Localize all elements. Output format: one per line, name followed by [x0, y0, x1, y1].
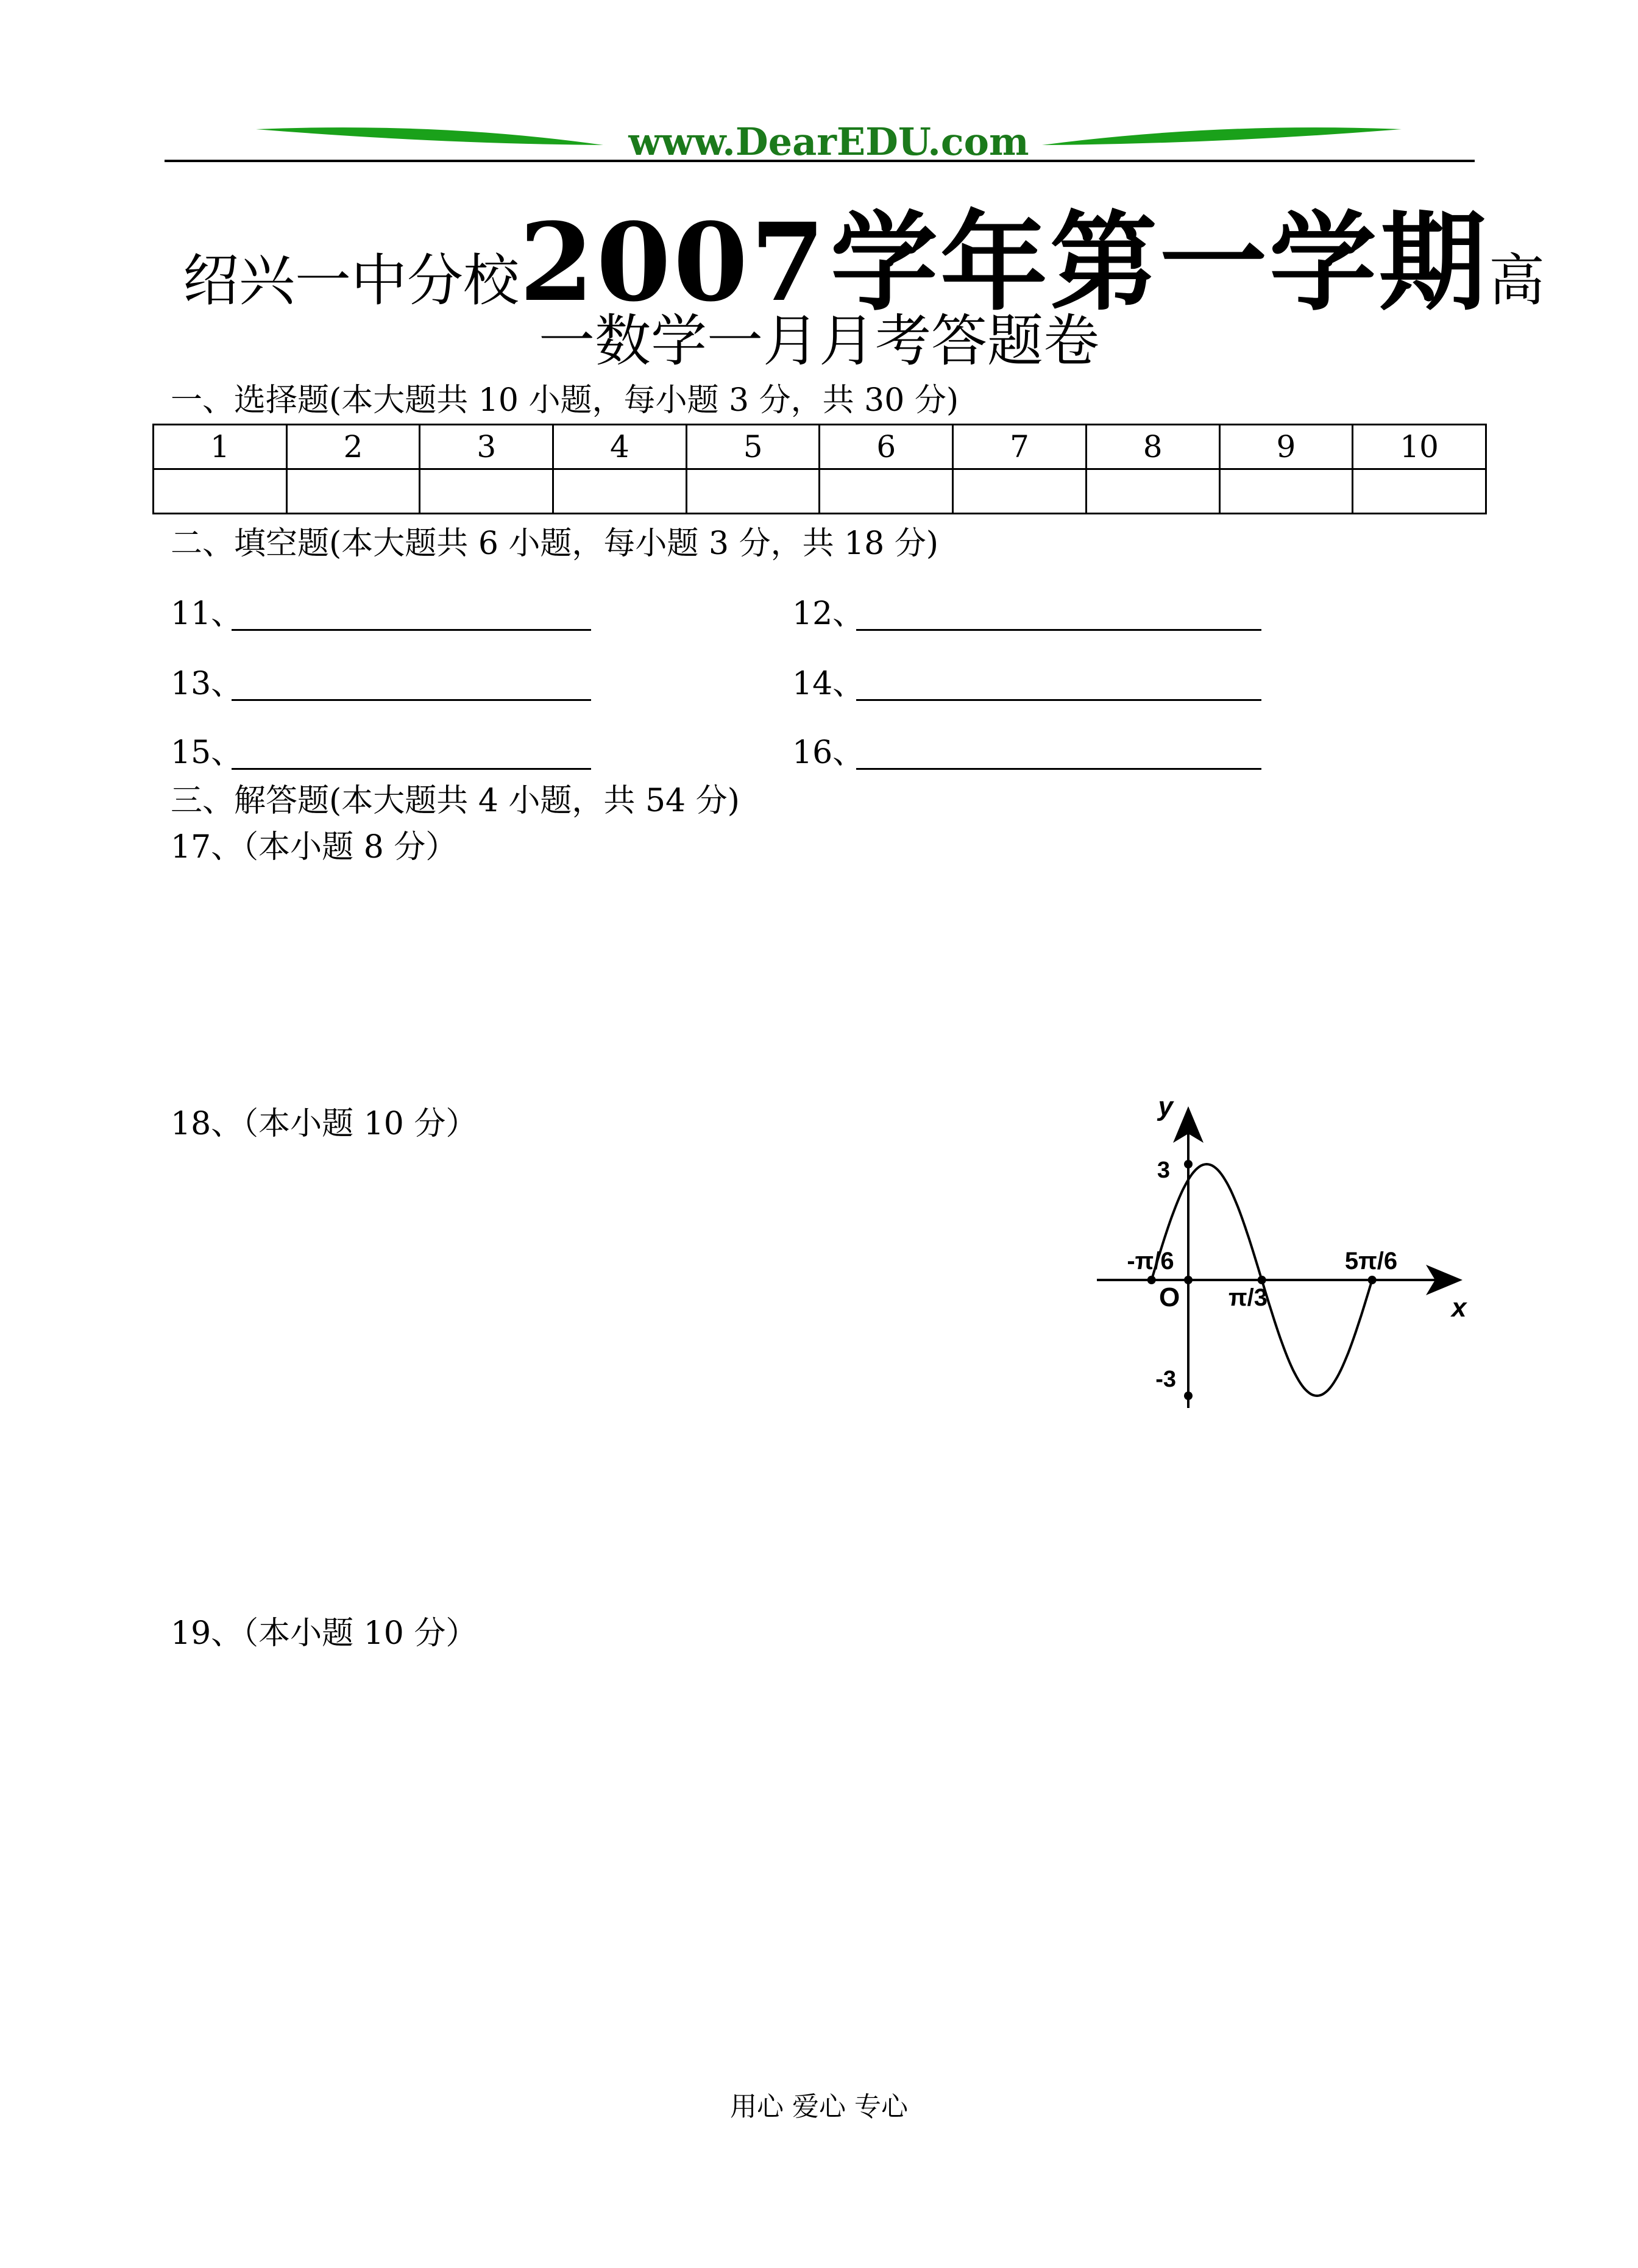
blank-line-16[interactable]	[856, 768, 1261, 770]
point-left-zero	[1147, 1276, 1156, 1284]
answer-table-answer-row	[154, 469, 1486, 514]
section3-heading: 三、解答题(本大题共 4 小题，共 54 分)	[171, 783, 740, 819]
page-subtitle: 一数学一月月考答题卷	[538, 308, 1099, 374]
blank-label-14: 14、	[792, 666, 865, 702]
answer-table	[152, 424, 1487, 514]
y-axis-label: y	[1158, 1092, 1173, 1122]
answer-cell[interactable]	[420, 469, 553, 514]
x-mid-zero-label: π/3	[1228, 1284, 1268, 1311]
table-header-cell: 5	[686, 425, 820, 469]
page-footer: 用心 爱心 专心	[730, 2091, 908, 2122]
point-origin	[1184, 1276, 1193, 1284]
answer-cell[interactable]	[1219, 469, 1353, 514]
table-header-cell: 8	[1086, 425, 1219, 469]
blank-line-14[interactable]	[856, 699, 1261, 701]
svg-text:www.DearEDU.com: www.DearEDU.com	[628, 119, 1029, 164]
blank-label-15: 15、	[171, 734, 243, 771]
question-19-label: 19、（本小题 10 分）	[171, 1615, 478, 1652]
answer-cell[interactable]	[154, 469, 287, 514]
answer-table-header-row	[154, 425, 1486, 469]
section2-heading: 二、填空题(本大题共 6 小题，每小题 3 分，共 18 分)	[171, 525, 939, 562]
table-header-cell: 3	[420, 425, 553, 469]
origin-label: O	[1159, 1282, 1180, 1312]
header-rule	[165, 160, 1475, 162]
answer-cell[interactable]	[286, 469, 420, 514]
x-left-zero-label: -π/6	[1127, 1248, 1174, 1274]
title-suffix: 高	[1488, 248, 1545, 313]
blank-line-15[interactable]	[232, 768, 591, 770]
table-header-cell: 1	[154, 425, 287, 469]
page-title	[183, 177, 1545, 325]
table-header-cell: 4	[553, 425, 687, 469]
blank-label-12: 12、	[792, 595, 865, 632]
table-header-cell: 10	[1353, 425, 1486, 469]
blank-line-13[interactable]	[232, 699, 591, 701]
answer-cell[interactable]	[1086, 469, 1219, 514]
question-17-label: 17、（本小题 8 分）	[171, 829, 458, 866]
answer-cell[interactable]	[953, 469, 1087, 514]
sine-graph-figure	[1079, 1091, 1481, 1432]
title-main: 学年第一学期	[830, 199, 1489, 325]
point-right-zero	[1368, 1276, 1377, 1284]
table-header-cell: 7	[953, 425, 1087, 469]
answer-cell[interactable]	[553, 469, 687, 514]
point-y-min	[1184, 1392, 1193, 1400]
question-18-label: 18、（本小题 10 分）	[171, 1106, 478, 1142]
blank-label-16: 16、	[792, 734, 865, 771]
y-max-label: 3	[1157, 1157, 1170, 1183]
answer-cell[interactable]	[686, 469, 820, 514]
blank-line-12[interactable]	[856, 629, 1261, 631]
table-header-cell: 6	[820, 425, 953, 469]
table-header-cell: 2	[286, 425, 420, 469]
blank-line-11[interactable]	[232, 629, 591, 631]
blank-label-11: 11、	[171, 595, 243, 632]
point-mid-zero	[1258, 1276, 1266, 1284]
blank-label-13: 13、	[171, 666, 243, 702]
answer-cell[interactable]	[1353, 469, 1486, 514]
x-axis-label: x	[1452, 1293, 1467, 1323]
title-prefix: 绍兴一中分校	[183, 248, 520, 313]
section1-heading: 一、选择题(本大题共 10 小题，每小题 3 分，共 30 分)	[171, 382, 959, 419]
answer-cell[interactable]	[820, 469, 953, 514]
table-header-cell: 9	[1219, 425, 1353, 469]
y-min-label: -3	[1155, 1367, 1176, 1392]
site-banner-logo	[256, 116, 1402, 165]
x-right-zero-label: 5π/6	[1344, 1248, 1398, 1274]
title-year: 2007	[519, 199, 828, 325]
point-y-max	[1184, 1160, 1193, 1168]
